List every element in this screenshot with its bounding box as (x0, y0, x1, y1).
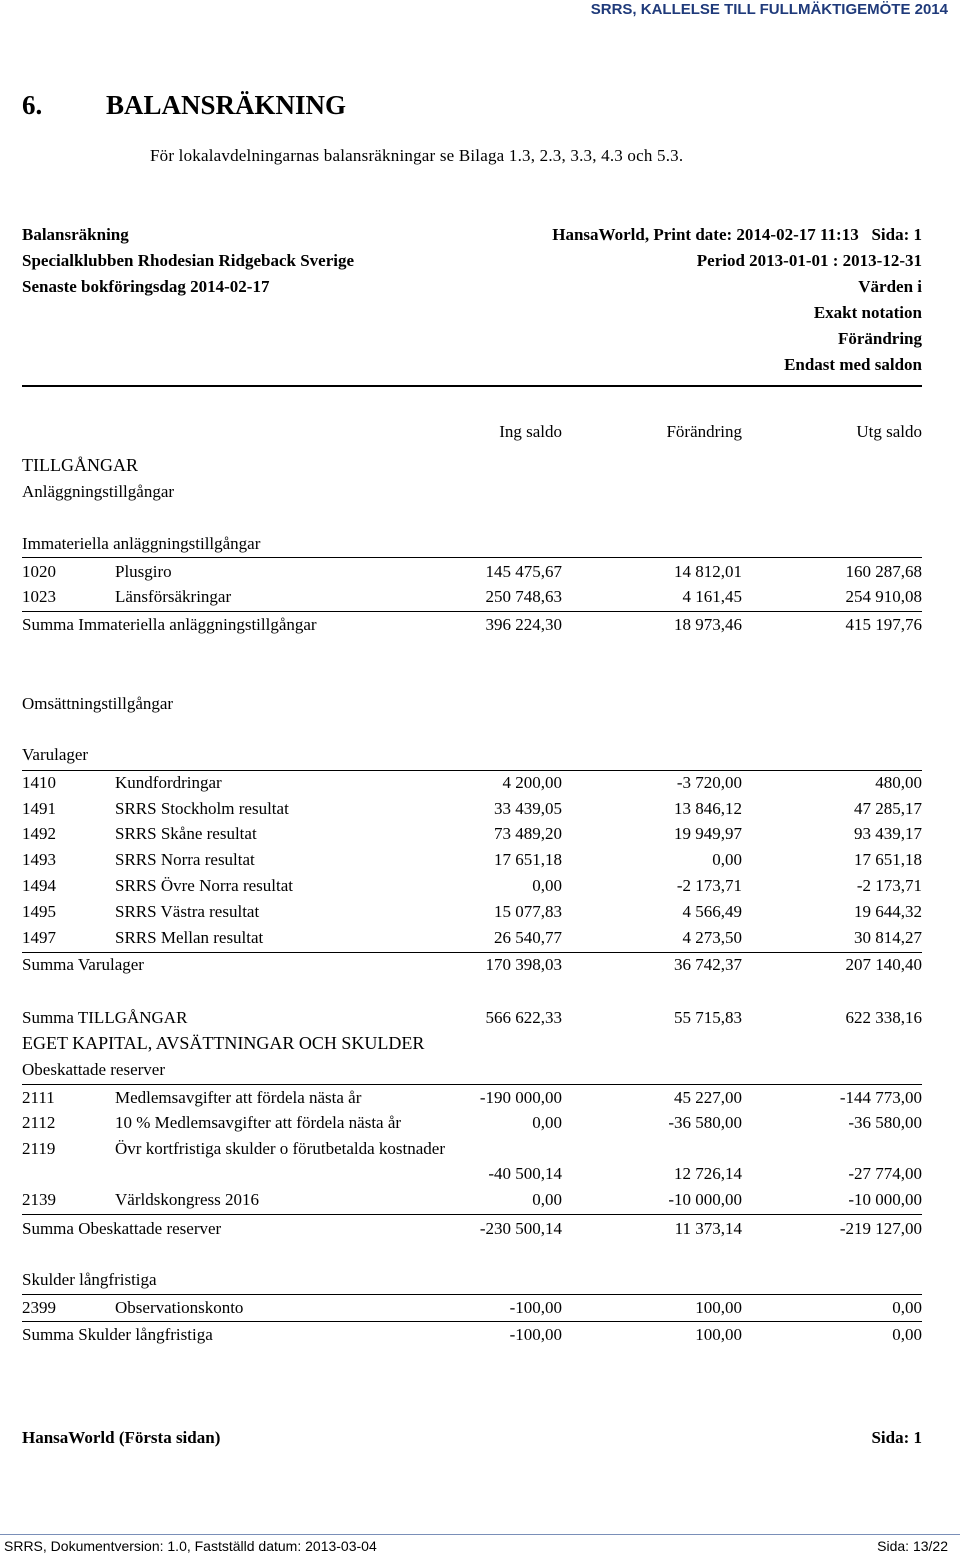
table-row (22, 1162, 922, 1186)
closing-balance: 254 910,08 (845, 587, 922, 606)
table-row (22, 771, 922, 795)
table-row (22, 797, 922, 821)
column-header: Utg saldo (856, 422, 922, 441)
heading-inventory-text: Varulager (22, 745, 89, 764)
closing-balance: 160 287,68 (845, 562, 922, 581)
heading-assets (22, 453, 922, 477)
heading-equity (22, 1031, 922, 1055)
closing-balance: 0,00 (892, 1298, 922, 1317)
page-footer-left: SRRS, Dokumentversion: 1.0, Fastställd datum: 2013-03-04 (4, 1538, 377, 1554)
account-number: 1491 (22, 799, 56, 818)
account-name: SRRS Västra resultat (115, 902, 260, 921)
change: 12 726,14 (674, 1164, 742, 1183)
account-name: Världskongress 2016 (115, 1190, 260, 1209)
sum-row (22, 953, 922, 977)
account-number: 2112 (22, 1113, 56, 1132)
report-org: Specialklubben Rhodesian Ridgeback Sverige (22, 251, 355, 270)
change: 14 812,01 (674, 562, 742, 581)
account-name: SRRS Mellan resultat (115, 928, 264, 947)
divider (22, 611, 922, 612)
closing-balance: 93 439,17 (854, 824, 922, 843)
heading-current-assets (22, 692, 922, 716)
account-name: Länsförsäkringar (115, 587, 232, 606)
change: 18 973,46 (674, 615, 742, 634)
closing-balance: 19 644,32 (854, 902, 922, 921)
section-title: BALANSRÄKNING (106, 90, 347, 120)
closing-balance: -2 173,71 (856, 876, 922, 895)
report-option: Exakt notation (813, 303, 922, 322)
opening-balance: 170 398,03 (485, 955, 562, 974)
column-header: Förändring (666, 422, 742, 441)
report-title: Balansräkning (22, 225, 129, 244)
table-row (22, 1111, 922, 1135)
sum-label: Summa TILLGÅNGAR (22, 1008, 188, 1027)
heading-assets-text: TILLGÅNGAR (22, 455, 138, 475)
change: 36 742,37 (674, 955, 742, 974)
sum-row (22, 1323, 922, 1347)
report-page-label: Sida: 1 (871, 225, 922, 244)
change: 13 846,12 (674, 799, 742, 818)
heading-inventory (22, 743, 922, 767)
divider (22, 1214, 922, 1215)
account-number: 1410 (22, 773, 56, 792)
heading-long-term-liabilities (22, 1268, 922, 1292)
opening-balance: 250 748,63 (485, 587, 562, 606)
account-number: 1497 (22, 928, 56, 947)
sum-row (22, 1217, 922, 1241)
closing-balance: -27 774,00 (848, 1164, 922, 1183)
table-row (22, 900, 922, 924)
heading-fixed-assets-text: Anläggningstillgångar (22, 482, 175, 501)
closing-balance: -144 773,00 (839, 1088, 922, 1107)
sum-label: Summa Varulager (22, 955, 144, 974)
sum-label: Summa Immateriella anläggningstillgångar (22, 615, 317, 634)
account-name: Medlemsavgifter att fördela nästa år (115, 1088, 362, 1107)
closing-balance: 47 285,17 (854, 799, 922, 818)
closing-balance: -10 000,00 (848, 1190, 922, 1209)
change: 100,00 (695, 1298, 742, 1317)
account-number: 1494 (22, 876, 56, 895)
opening-balance: -230 500,14 (479, 1219, 562, 1238)
closing-balance: 0,00 (892, 1325, 922, 1344)
change: 100,00 (695, 1325, 742, 1344)
opening-balance: 0,00 (532, 1113, 562, 1132)
account-name: Övr kortfristiga skulder o förutbetalda kostnader (115, 1139, 445, 1158)
heading-long-term-liabilities-text: Skulder långfristiga (22, 1270, 157, 1289)
opening-balance: 33 439,05 (494, 799, 562, 818)
table-row (22, 1086, 922, 1110)
heading-equity-text: EGET KAPITAL, AVSÄTTNINGAR OCH SKULDER (22, 1033, 425, 1053)
closing-balance: 30 814,27 (854, 928, 922, 947)
table-row (22, 848, 922, 872)
change: 4 161,45 (682, 587, 742, 606)
account-name: Plusgiro (115, 562, 172, 581)
closing-balance: 480,00 (875, 773, 922, 792)
divider (22, 1084, 922, 1085)
opening-balance: 17 651,18 (494, 850, 562, 869)
sum-row (22, 613, 922, 637)
page-footer-right: Sida: 13/22 (877, 1538, 948, 1554)
opening-balance: 145 475,67 (485, 562, 562, 581)
sum-label: Summa Obeskattade reserver (22, 1219, 222, 1238)
report-footer-left: HansaWorld (Första sidan) (22, 1428, 221, 1447)
change: 0,00 (712, 850, 742, 869)
closing-balance: 17 651,18 (854, 850, 922, 869)
account-name: SRRS Norra resultat (115, 850, 255, 869)
column-headers (22, 420, 922, 444)
change: 55 715,83 (674, 1008, 742, 1027)
heading-untaxed-reserves (22, 1058, 922, 1082)
heading-intangible-text: Immateriella anläggningstillgångar (22, 534, 261, 553)
heading-current-assets-text: Omsättningstillgångar (22, 694, 174, 713)
account-number: 1020 (22, 562, 56, 581)
change: 19 949,97 (674, 824, 742, 843)
change: -2 173,71 (676, 876, 742, 895)
account-name: Kundfordringar (115, 773, 222, 792)
change: -10 000,00 (668, 1190, 742, 1209)
change: 11 373,14 (674, 1219, 742, 1238)
change: 4 273,50 (682, 928, 742, 947)
closing-balance: 415 197,76 (845, 615, 922, 634)
opening-balance: -100,00 (509, 1325, 562, 1344)
intro-text: För lokalavdelningarnas balansräkningar se Bilaga 1.3, 2.3, 3.3, 4.3 och 5.3. (150, 146, 684, 165)
account-name: SRRS Skåne resultat (115, 824, 257, 843)
heading-untaxed-reserves-text: Obeskattade reserver (22, 1060, 166, 1079)
heading-fixed-assets (22, 480, 922, 504)
heading-intangible (22, 532, 922, 556)
sum-row (22, 1006, 922, 1030)
closing-balance: 207 140,40 (845, 955, 922, 974)
report-footer (22, 1426, 922, 1450)
opening-balance: -190 000,00 (479, 1088, 562, 1107)
opening-balance: 26 540,77 (494, 928, 562, 947)
divider (22, 557, 922, 558)
column-header: Ing saldo (499, 422, 562, 441)
divider (22, 1294, 922, 1295)
report-option: Värden i (858, 277, 922, 296)
section-heading (22, 90, 346, 121)
opening-balance: 73 489,20 (494, 824, 562, 843)
report-footer-right: Sida: 1 (871, 1428, 922, 1447)
account-number: 2111 (22, 1088, 55, 1107)
closing-balance: -36 580,00 (848, 1113, 922, 1132)
account-name: Observationskonto (115, 1298, 244, 1317)
opening-balance: 0,00 (532, 876, 562, 895)
table-row (22, 1137, 922, 1161)
opening-balance: 15 077,83 (494, 902, 562, 921)
sum-label: Summa Skulder långfristiga (22, 1325, 213, 1344)
account-name: SRRS Övre Norra resultat (115, 876, 294, 895)
table-row (22, 822, 922, 846)
change: -36 580,00 (668, 1113, 742, 1132)
account-name: SRRS Stockholm resultat (115, 799, 289, 818)
closing-balance: 622 338,16 (845, 1008, 922, 1027)
report-last-posting: Senaste bokföringsdag 2014-02-17 (22, 277, 270, 296)
report-period: Period 2013-01-01 : 2013-12-31 (696, 251, 922, 270)
account-number: 1023 (22, 587, 56, 606)
opening-balance: 566 622,33 (485, 1008, 562, 1027)
closing-balance: -219 127,00 (839, 1219, 922, 1238)
opening-balance: 396 224,30 (485, 615, 562, 634)
opening-balance: 4 200,00 (502, 773, 562, 792)
header-divider (22, 385, 922, 387)
account-number: 2399 (22, 1298, 56, 1317)
print-date: HansaWorld, Print date: 2014-02-17 11:13 (552, 225, 859, 244)
report-option: Förändring (837, 329, 922, 348)
report-header-left (22, 222, 354, 300)
section-number: 6. (22, 90, 43, 120)
table-row (22, 1296, 922, 1320)
account-number: 2119 (22, 1139, 56, 1158)
account-number: 1492 (22, 824, 56, 843)
report-header-right (552, 222, 922, 378)
table-row (22, 926, 922, 950)
table-row (22, 585, 922, 609)
report-option: Endast med saldon (784, 355, 922, 374)
change: 4 566,49 (682, 902, 742, 921)
account-name: 10 % Medlemsavgifter att fördela nästa år (115, 1113, 402, 1132)
opening-balance: -40 500,14 (488, 1164, 562, 1183)
opening-balance: 0,00 (532, 1190, 562, 1209)
change: 45 227,00 (674, 1088, 742, 1107)
running-header: SRRS, KALLELSE TILL FULLMÄKTIGEMÖTE 2014 (590, 1, 948, 18)
table-row (22, 874, 922, 898)
account-number: 1493 (22, 850, 56, 869)
account-number: 2139 (22, 1190, 56, 1209)
table-row (22, 1188, 922, 1212)
account-number: 1495 (22, 902, 56, 921)
report-print-info (552, 222, 922, 248)
opening-balance: -100,00 (509, 1298, 562, 1317)
table-row (22, 560, 922, 584)
page-footer-divider (0, 1534, 960, 1535)
change: -3 720,00 (676, 773, 742, 792)
divider (22, 1321, 922, 1322)
